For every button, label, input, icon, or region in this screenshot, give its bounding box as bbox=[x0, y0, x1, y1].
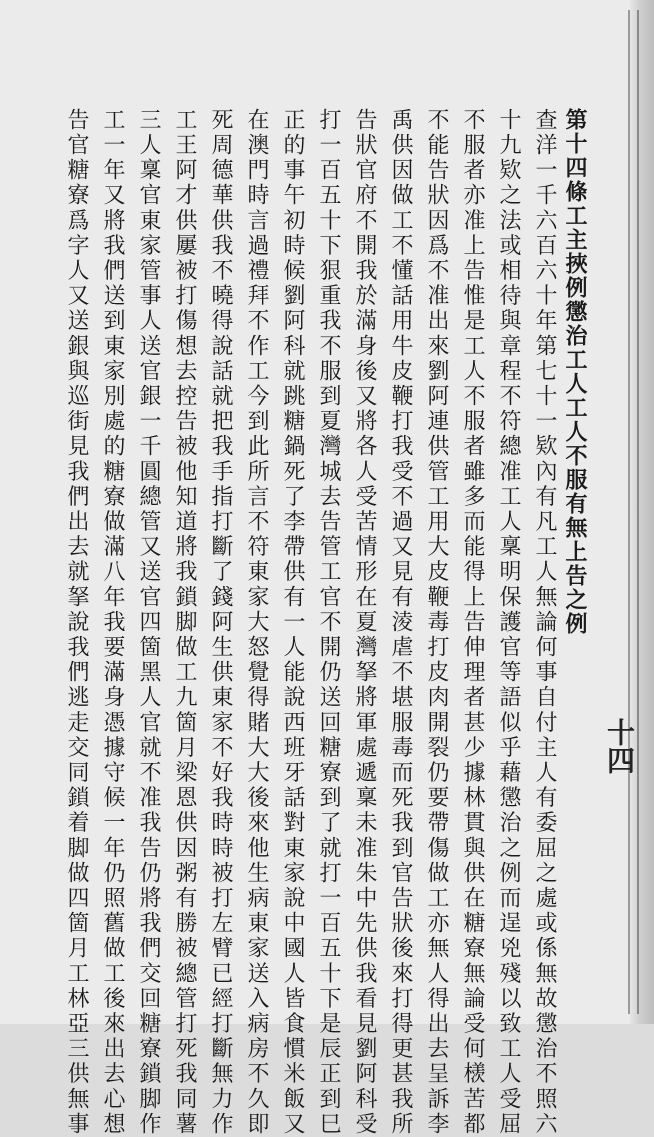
text-column-10: 死周德華供我不曉得說話就把我手指打斷了錢阿生供東家不好我時時被打左臂已經打斷無力作 bbox=[208, 108, 233, 1137]
page-edge-shadow bbox=[630, 0, 654, 1024]
vertical-text-block bbox=[0, 108, 600, 1137]
text-column-13: 工一年又將我們送到東家別處的糖寮做滿八年我要滿身憑據守候一年仍照舊做工後來出去心想 bbox=[100, 108, 125, 1137]
text-column-3: 不服者亦准上告惟是工人不服者雖多而能得上告伸理者甚少據林貫與供在糖寮無論受何檨苦都 bbox=[460, 108, 485, 1137]
text-column-5: 禹供因做工不懂話用牛皮鞭打我受不過又見有淩虐不堪服毒而死我到官告狀後來打得更甚我所 bbox=[388, 108, 413, 1137]
text-column-1: 查洋一千六百六十年第七十一欵內有凡工人無論何事自付主人有委屈之處或係無故懲治不照六 bbox=[532, 108, 557, 1137]
page-edge-line bbox=[628, 10, 630, 1014]
text-column-14: 告官糖寮爲字人又送銀與巡街見我們出去就拏說我們逃走交同鎖着脚做四箇月工林亞三供無事 bbox=[64, 108, 89, 1137]
text-column-12: 三人稟官東家管事人送官銀一千圓總管又送官四箇黑人官就不准我告仍將我們交回糖寮鎖脚作 bbox=[136, 108, 161, 1137]
page-number: 十四 bbox=[603, 718, 636, 774]
text-column-11: 工王阿才供屢被打傷想去控告被他知道將我鎖脚做工九箇月梁恩供因粥有勝被總管打死我同薯 bbox=[172, 108, 197, 1137]
article-heading: 第十四條工主挾例懲治工人工人不服有無上告之例 bbox=[562, 108, 588, 636]
text-column-6: 告狀官府不開我於滿身後又將各人受苦情形在夏灣拏將軍處遞稟未准朱中先供我看見劉阿科受 bbox=[352, 108, 377, 1137]
text-column-2: 十九欵之法或相待與章程不符總准工人稟明保護官等語似乎藉懲治之例而逞兇殘以致工人受屈 bbox=[496, 108, 521, 1137]
text-column-9: 在澳門時言過禮拜不作工今到此所言不符東家大怒覺得賭大大後來他生病東家送入病房不久即 bbox=[244, 108, 269, 1137]
page-edge-line bbox=[637, 10, 639, 1014]
text-column-4: 不能告狀因爲不准出來劉阿連供管工用大皮鞭毒打皮肉開裂仍要帶傷做工亦無人得出去呈訴李 bbox=[424, 108, 449, 1137]
text-column-7: 打一百五十下狠重我不服到夏灣城去告管工官不開仍送回糖寮到了就打一百五十下是辰正到巳 bbox=[316, 108, 341, 1137]
text-column-8: 正的事午初時候劉阿科就跳糖鍋死了李帶供有一人能說西班牙話對東家說中國人皆食慣米飯又 bbox=[280, 108, 305, 1137]
